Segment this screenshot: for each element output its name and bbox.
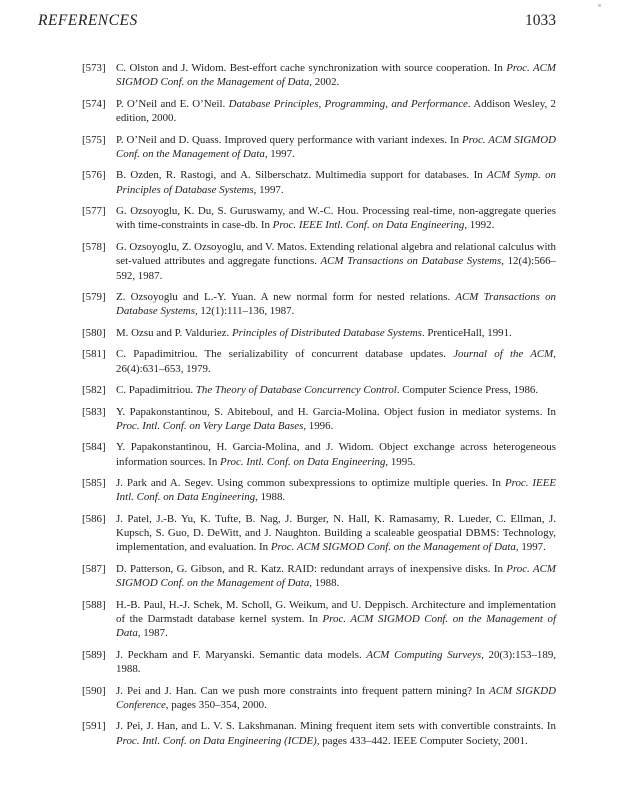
reference-venue: Proc. ACM SIGMOD Conf. on the Management of Data — [116, 613, 556, 640]
reference-venue: The Theory of Database Concurrency Control — [195, 384, 397, 397]
reference-text-segment: G. Ozsoyoglu, K. Du, S. Guruswamy, and W.-C. Hou. Processing real-time, non-aggregate queries with time-constraints in case-db. In — [116, 205, 556, 232]
reference-venue: Proc. IEEE Intl. Conf. on Data Engineering — [272, 219, 465, 232]
reference-text — [116, 599, 556, 640]
reference-label: [583] — [82, 405, 106, 418]
reference-venue: Journal of the ACM — [453, 348, 554, 361]
reference-text-segment: , 1988. — [309, 577, 340, 590]
reference-entry — [82, 476, 556, 505]
reference-venue: Principles of Distributed Database Systems — [231, 326, 422, 339]
reference-entry — [82, 598, 556, 641]
reference-text-segment: , 20(3):153–189, 1988. — [116, 648, 556, 676]
reference-entry — [82, 512, 556, 555]
reference-text-segment: C. Papadimitriou. The serializability of concurrent database updates. — [116, 348, 454, 361]
reference-label: [585] — [82, 477, 106, 490]
running-header — [38, 12, 556, 34]
reference-text-segment: M. Ozsu and P. Valduriez. — [116, 326, 232, 339]
reference-label: [578] — [82, 240, 106, 253]
reference-venue: Proc. ACM SIGMOD Conf. on the Management of Data — [116, 133, 556, 160]
reference-text-segment: , 1996. — [303, 419, 334, 432]
reference-venue: ACM Computing Surveys — [366, 648, 482, 661]
reference-text-segment: J. Park and A. Segev. Using common subexpressions to optimize multiple queries. In — [116, 477, 505, 490]
reference-text-segment: , 26(4):631–653, 1979. — [116, 348, 556, 375]
reference-text — [116, 406, 556, 432]
reference-text — [116, 563, 556, 589]
reference-text-segment: J. Patel, J.-B. Yu, K. Tufte, B. Nag, J. Burger, N. Hall, K. Ramasamy, R. Lueder, C. Ellman, J. Kupsch, S. Guo, D. DeWitt, and J. Naughton. Building a scaleable geospatial DBMS: Technology, implementation, and evaluation. In — [116, 512, 556, 554]
reference-text-segment: , 1988. — [255, 491, 286, 504]
reference-text-segment: H.-B. Paul, H.-J. Schek, M. Scholl, G. Weikum, and U. Deppisch. Architecture and implementation of the Darmstadt database kernel system. In — [116, 598, 556, 626]
reference-entry — [82, 684, 556, 713]
reference-entry — [82, 61, 556, 90]
reference-label: [575] — [82, 133, 106, 146]
reference-venue: Proc. Intl. Conf. on Very Large Data Bases — [116, 419, 304, 432]
reference-entry — [82, 290, 556, 319]
reference-label: [579] — [82, 290, 106, 303]
reference-venue: ACM Transactions on Database Systems — [116, 290, 556, 318]
reference-venue: Proc. Intl. Conf. on Data Engineering — [220, 455, 386, 468]
reference-text-segment: D. Patterson, G. Gibson, and R. Katz. RAID: redundant arrays of inexpensive disks. In — [116, 562, 507, 575]
reference-label: [582] — [82, 384, 106, 397]
reference-text — [116, 291, 556, 317]
reference-text — [116, 169, 556, 195]
reference-text — [116, 348, 556, 374]
reference-label: [589] — [82, 648, 106, 661]
reference-label: [584] — [82, 441, 106, 454]
reference-list — [82, 61, 556, 755]
reference-text-segment: J. Peckham and F. Maryanski. Semantic data models. — [116, 648, 367, 661]
reference-label: [577] — [82, 205, 106, 218]
scan-speck — [598, 4, 601, 7]
reference-label: [576] — [82, 169, 106, 182]
reference-text-segment: , 12(1):111–136, 1987. — [194, 305, 295, 318]
reference-text-segment: B. Ozden, R. Rastogi, and A. Silberschatz. Multimedia support for databases. In — [116, 169, 488, 182]
reference-text — [116, 205, 556, 231]
reference-venue: Proc. ACM SIGMOD Conf. on the Management of Data — [270, 541, 516, 554]
reference-text-segment: P. O’Neil and D. Quass. Improved query performance with variant indexes. In — [116, 133, 463, 146]
reference-text — [116, 384, 538, 396]
reference-venue: ACM Transactions on Database Systems — [320, 255, 502, 268]
reference-entry — [82, 719, 556, 748]
reference-entry — [82, 326, 556, 340]
reference-venue: Database Principles, Programming, and Performance — [228, 97, 468, 110]
reference-label: [591] — [82, 720, 106, 733]
reference-text-segment: . PrenticeHall, 1991. — [421, 326, 512, 339]
reference-text-segment: , 1997. — [515, 541, 546, 554]
reference-text-segment: . Addison Wesley, 2 edition, 2000. — [116, 97, 556, 125]
reference-entry — [82, 97, 556, 126]
reference-entry — [82, 648, 556, 677]
reference-entry — [82, 440, 556, 469]
reference-text-segment: , 2002. — [309, 76, 340, 89]
reference-text — [116, 477, 556, 503]
reference-text-segment: P. O’Neil and E. O’Neil. — [116, 97, 229, 110]
reference-entry — [82, 204, 556, 233]
reference-text-segment: J. Pei and J. Han. Can we push more constraints into frequent pattern mining? In — [116, 684, 490, 697]
reference-text-segment: Z. Ozsoyoglu and L.-Y. Yuan. A new normal form for nested relations. — [116, 290, 456, 303]
reference-text — [116, 720, 556, 746]
reference-text-segment: C. Olston and J. Widom. Best-effort cache synchronization with source cooperation. In — [116, 62, 507, 74]
reference-entry — [82, 562, 556, 591]
reference-text — [116, 134, 556, 160]
reference-entry — [82, 405, 556, 434]
reference-venue: Proc. IEEE Intl. Conf. on Data Engineering — [116, 477, 557, 504]
reference-entry — [82, 347, 556, 376]
reference-venue: ACM SIGKDD Conference — [116, 684, 556, 711]
reference-label: [574] — [82, 97, 106, 110]
reference-label: [587] — [82, 562, 106, 575]
reference-text-segment: , 1997. — [264, 147, 295, 160]
reference-text-segment: , 1995. — [385, 455, 416, 468]
reference-text-segment: , 1992. — [464, 219, 495, 232]
reference-text-segment: . Computer Science Press, 1986. — [396, 384, 539, 397]
reference-venue: Proc. Intl. Conf. on Data Engineering (ICDE) — [116, 734, 317, 747]
reference-text — [116, 62, 556, 88]
reference-text-segment: G. Ozsoyoglu, Z. Ozsoyoglu, and V. Matos. Extending relational algebra and relational calculus with set-valued attributes and aggregate functions. — [116, 240, 556, 268]
reference-text-segment: , 1987. — [137, 627, 168, 640]
reference-label: [586] — [82, 512, 106, 525]
reference-venue: ACM Symp. on Principles of Database Systems — [116, 169, 556, 196]
reference-label: [573] — [82, 62, 106, 74]
reference-text-segment: , pages 350–354, 2000. — [165, 698, 267, 711]
reference-text — [116, 513, 556, 554]
reference-text-segment: Y. Papakonstantinou, S. Abiteboul, and H. Garcia-Molina. Object fusion in mediator systems. In — [116, 405, 556, 418]
reference-label: [590] — [82, 684, 106, 697]
reference-venue: Proc. ACM SIGMOD Conf. on the Management of Data — [116, 62, 556, 89]
reference-entry — [82, 240, 556, 283]
reference-label: [588] — [82, 598, 106, 611]
reference-entry — [82, 133, 556, 162]
reference-text-segment: , 1997. — [253, 183, 284, 196]
section-title: REFERENCES — [38, 12, 138, 29]
reference-text-segment: J. Pei, J. Han, and L. V. S. Lakshmanan. Mining frequent item sets with convertible constraints. In — [116, 720, 556, 733]
reference-text — [116, 441, 556, 467]
reference-text — [116, 98, 556, 124]
reference-text — [116, 685, 556, 711]
reference-text-segment: , 12(4):566–592, 1987. — [116, 255, 556, 282]
reference-text — [116, 241, 556, 282]
reference-text-segment: , pages 433–442. IEEE Computer Society, 2001. — [316, 734, 528, 747]
reference-text-segment: C. Papadimitriou. — [116, 384, 196, 397]
reference-label: [581] — [82, 348, 106, 361]
reference-entry — [82, 383, 556, 397]
reference-label: [580] — [82, 326, 106, 339]
reference-venue: Proc. ACM SIGMOD Conf. on the Management of Data — [116, 562, 556, 590]
reference-text-segment: Y. Papakonstantinou, H. Garcia-Molina, and J. Widom. Object exchange across heterogeneous information sources. In — [116, 441, 556, 468]
reference-entry — [82, 168, 556, 197]
page-number: 1033 — [525, 12, 556, 29]
reference-text — [116, 649, 556, 675]
reference-text — [116, 327, 512, 339]
